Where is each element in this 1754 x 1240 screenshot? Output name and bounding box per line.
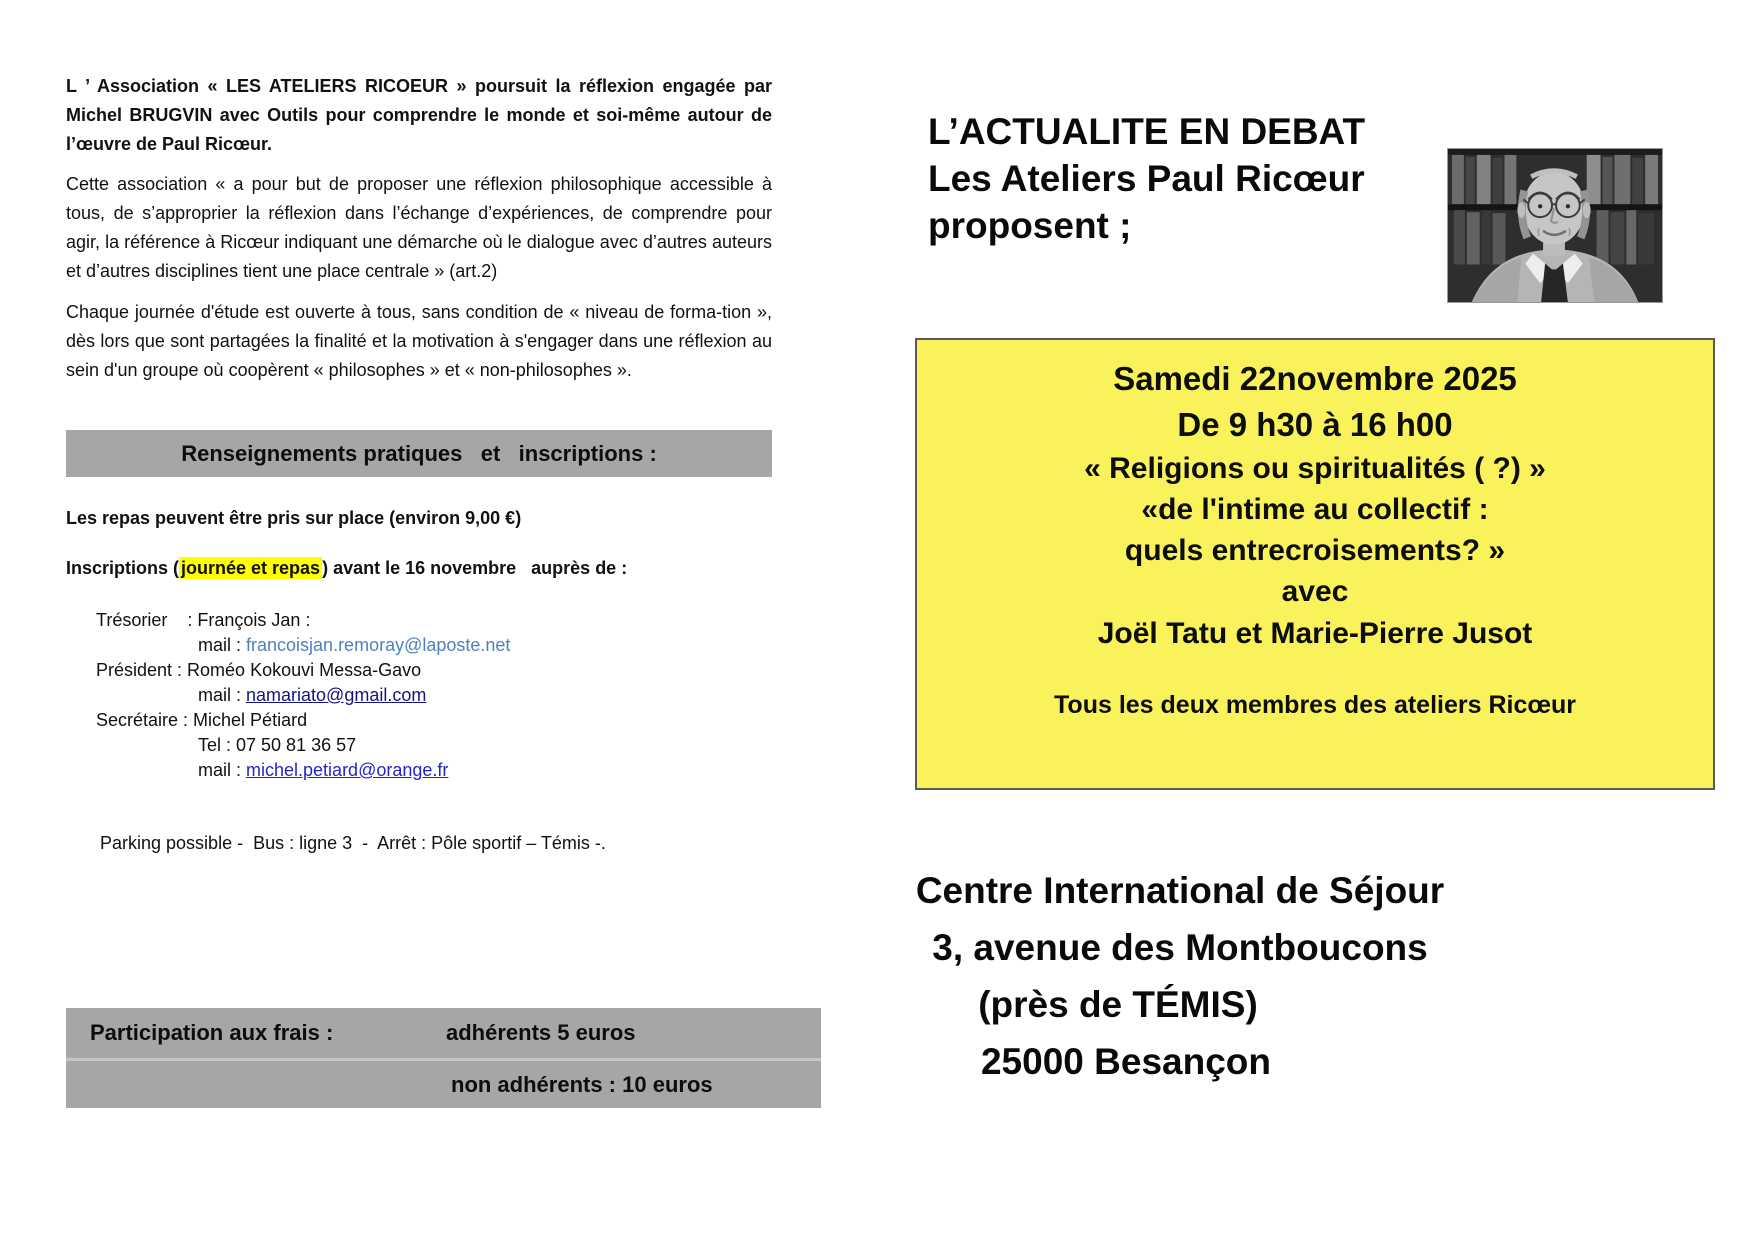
open-day-paragraph: Chaque journée d'étude est ouverte à tous, sans condition de « niveau de forma-tion », dès lors que sont partagées la finalité et la motivation à s'engager dans une réflexion au sein d'un groupe où coopèrent « philosophes » et « non-philosophes ». [66,302,772,380]
inscriptions-highlight: journée et repas [181,558,321,578]
venue-name: Centre International de Séjour [915,870,1445,911]
contact-mail-tresorier-line [198,633,736,658]
mail-label: mail : [198,635,247,655]
email-link-tresorier[interactable]: francoisjan.remoray@laposte.net [246,635,511,655]
inscriptions-prefix: Inscriptions ( [66,558,180,578]
event-footer-note: Tous les deux membres des ateliers Ricœur [1054,691,1576,719]
inscriptions-line [66,558,627,579]
contact-mail-president-line [198,683,736,708]
parking-note: Parking possible - Bus : ligne 3 - Arrêt : Pôle sportif – Témis -. [100,833,606,853]
inscriptions-suffix: ) avant le 16 novembre auprès de : [322,558,628,578]
contact-mail-secretaire-line [198,758,736,783]
page-title [928,108,1448,249]
event-theme-3: quels entrecroisements? » [1124,534,1506,567]
venue-landmark: (près de TÉMIS) [978,984,1258,1025]
fees-box [66,1008,821,1108]
intro-paragraph: L ’ Association « LES ATELIERS RICOEUR » poursuit la réflexion engagée par Michel BRUGVIN avec Outils pour comprendre le monde et soi-même autour de l’œuvre de Paul Ricœur. [66,76,772,154]
fees-row-members [66,1008,821,1058]
event-theme-1: « Religions ou spiritualités ( ?) » [1084,452,1546,485]
section-banner-renseignements [66,430,772,477]
mail-label: mail : [198,685,247,705]
fees-row-non-members [66,1058,821,1108]
venue-address-block [840,862,1520,1090]
title-line-1: L’ACTUALITE EN DEBAT [928,111,1366,152]
title-line-3: proposent ; [928,205,1132,246]
portrait-illustration [1448,149,1662,302]
venue-city: 25000 Besançon [980,1041,1271,1082]
contact-president: Président : Roméo Kokouvi Messa-Gavo [96,660,422,680]
venue-street: 3, avenue des Montboucons [932,927,1428,968]
event-time: De 9 h30 à 16 h00 [1177,406,1453,443]
fees-label: Participation aux frais : [90,1020,334,1045]
contact-tresorier: Trésorier : François Jan : [96,610,311,630]
event-theme-2: «de l'intime au collectif : [1141,493,1489,526]
paul-ricoeur-portrait-photo [1447,148,1663,303]
mail-label: mail : [198,760,247,780]
contacts-block [96,608,736,783]
event-speakers: Joël Tatu et Marie-Pierre Jusot [1097,617,1533,650]
event-announcement-box [915,338,1715,790]
title-line-2: Les Ateliers Paul Ricœur [928,158,1365,199]
association-paragraph: Cette association « a pour but de proposer une réflexion philosophique accessible à tous, de s’approprier la réflexion dans l’échange d’expériences, de comprendre pour agir, la référence à Ricœur indiquant une démarche où le dialogue avec d’autres auteurs et d’autres disciplines tient une place centrale » (art.2) [66,174,772,281]
event-spacer [917,656,1713,690]
contact-phone: Tel : 07 50 81 36 57 [198,735,357,755]
banner-renseignements-label: Renseignements pratiques et inscriptions : [181,440,657,466]
fees-members-value: adhérents 5 euros [446,1020,636,1045]
meals-note: Les repas peuvent être pris sur place (environ 9,00 €) [66,508,522,528]
contact-secretaire: Secrétaire : Michel Pétiard [96,710,308,730]
fees-non-members-value: non adhérents : 10 euros [451,1071,713,1097]
email-link-president[interactable]: namariato@gmail.com [246,685,427,705]
event-date: Samedi 22novembre 2025 [1113,360,1517,397]
event-avec: avec [1281,575,1349,608]
email-link-secretaire[interactable]: michel.petiard@orange.fr [246,760,449,780]
